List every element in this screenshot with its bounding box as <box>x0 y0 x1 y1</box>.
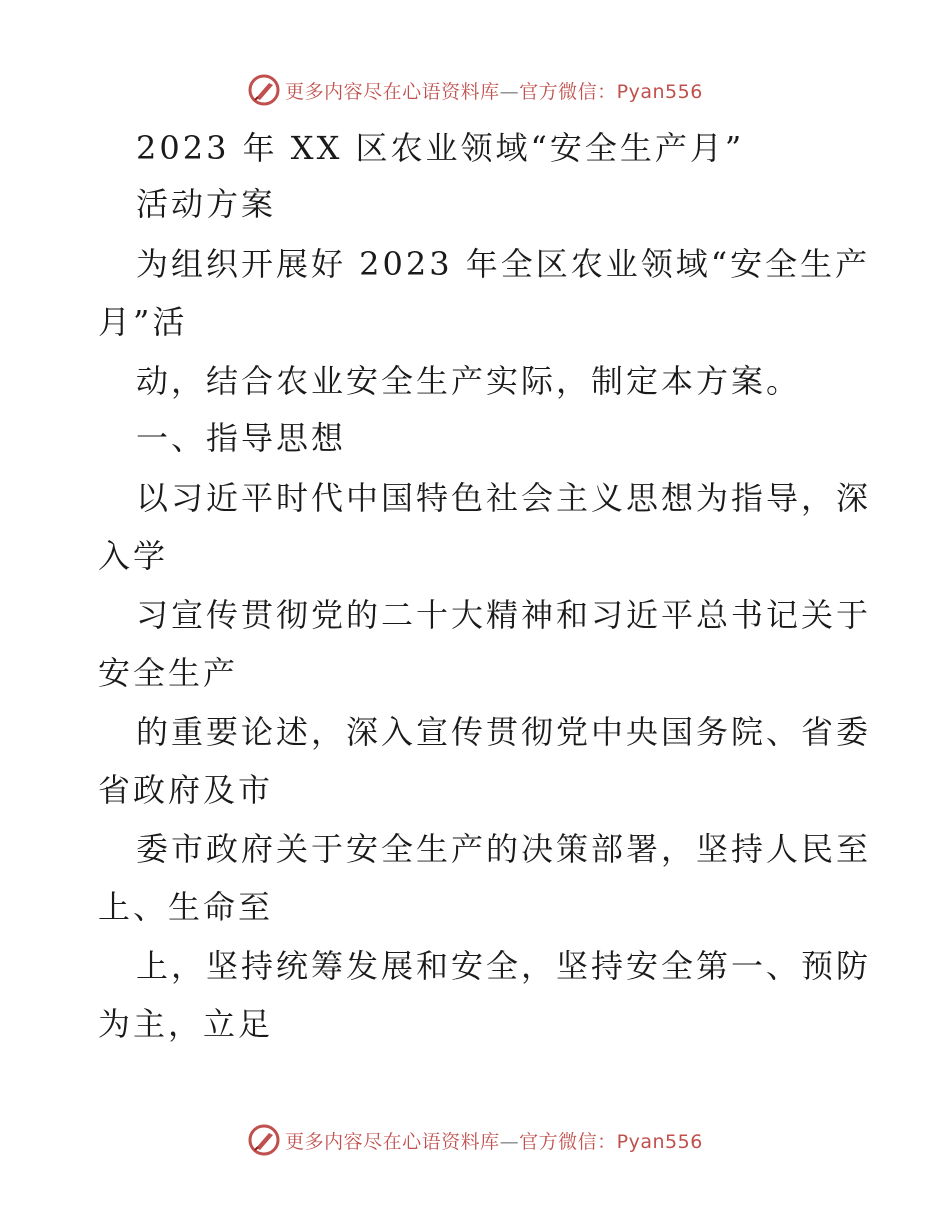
paragraph-line: 省政府及市 <box>98 771 274 809</box>
paragraph-line: 的重要论述，深入宣传贯彻党中央国务院、省委 <box>136 713 872 751</box>
paragraph-line: 入学 <box>98 537 169 575</box>
paragraph-line: 上，坚持统筹发展和安全，坚持安全第一、预防 <box>136 947 872 985</box>
watermark-contact: 官方微信：Pyan556 <box>519 80 703 103</box>
paragraph-line: 安全生产 <box>98 654 239 692</box>
doc-title-line-1: 2023 年 XX 区农业领域“安全生产月” <box>136 129 745 167</box>
paragraph-line: 动，结合农业安全生产实际，制定本方案。 <box>136 362 802 400</box>
watermark-contact: 官方微信：Pyan556 <box>519 1130 703 1153</box>
paragraph-line: 为主，立足 <box>98 1005 274 1043</box>
quill-logo-icon <box>247 73 281 107</box>
watermark-text <box>285 77 703 104</box>
paragraph-line: 委市政府关于安全生产的决策部署，坚持人民至 <box>136 830 872 868</box>
watermark-brand: 更多内容尽在心语资料库 <box>285 80 500 103</box>
paragraph-line: 习宣传贯彻党的二十大精神和习近平总书记关于 <box>136 596 872 634</box>
watermark-brand: 更多内容尽在心语资料库 <box>285 1130 500 1153</box>
watermark-separator: — <box>499 1130 520 1153</box>
section-heading: 一、指导思想 <box>136 419 347 457</box>
paragraph-line: 为组织开展好 2023 年全区农业领域“安全生产 <box>136 245 871 283</box>
header-watermark <box>0 70 950 110</box>
quill-logo-icon <box>247 1123 281 1157</box>
watermark-separator: — <box>499 80 520 103</box>
paragraph-line: 月”活 <box>98 303 188 341</box>
watermark-text <box>285 1127 703 1154</box>
doc-title-line-2: 活动方案 <box>136 185 277 223</box>
paragraph-line: 上、生命至 <box>98 888 274 926</box>
paragraph-line: 以习近平时代中国特色社会主义思想为指导，深 <box>136 479 872 517</box>
footer-watermark <box>0 1120 950 1160</box>
